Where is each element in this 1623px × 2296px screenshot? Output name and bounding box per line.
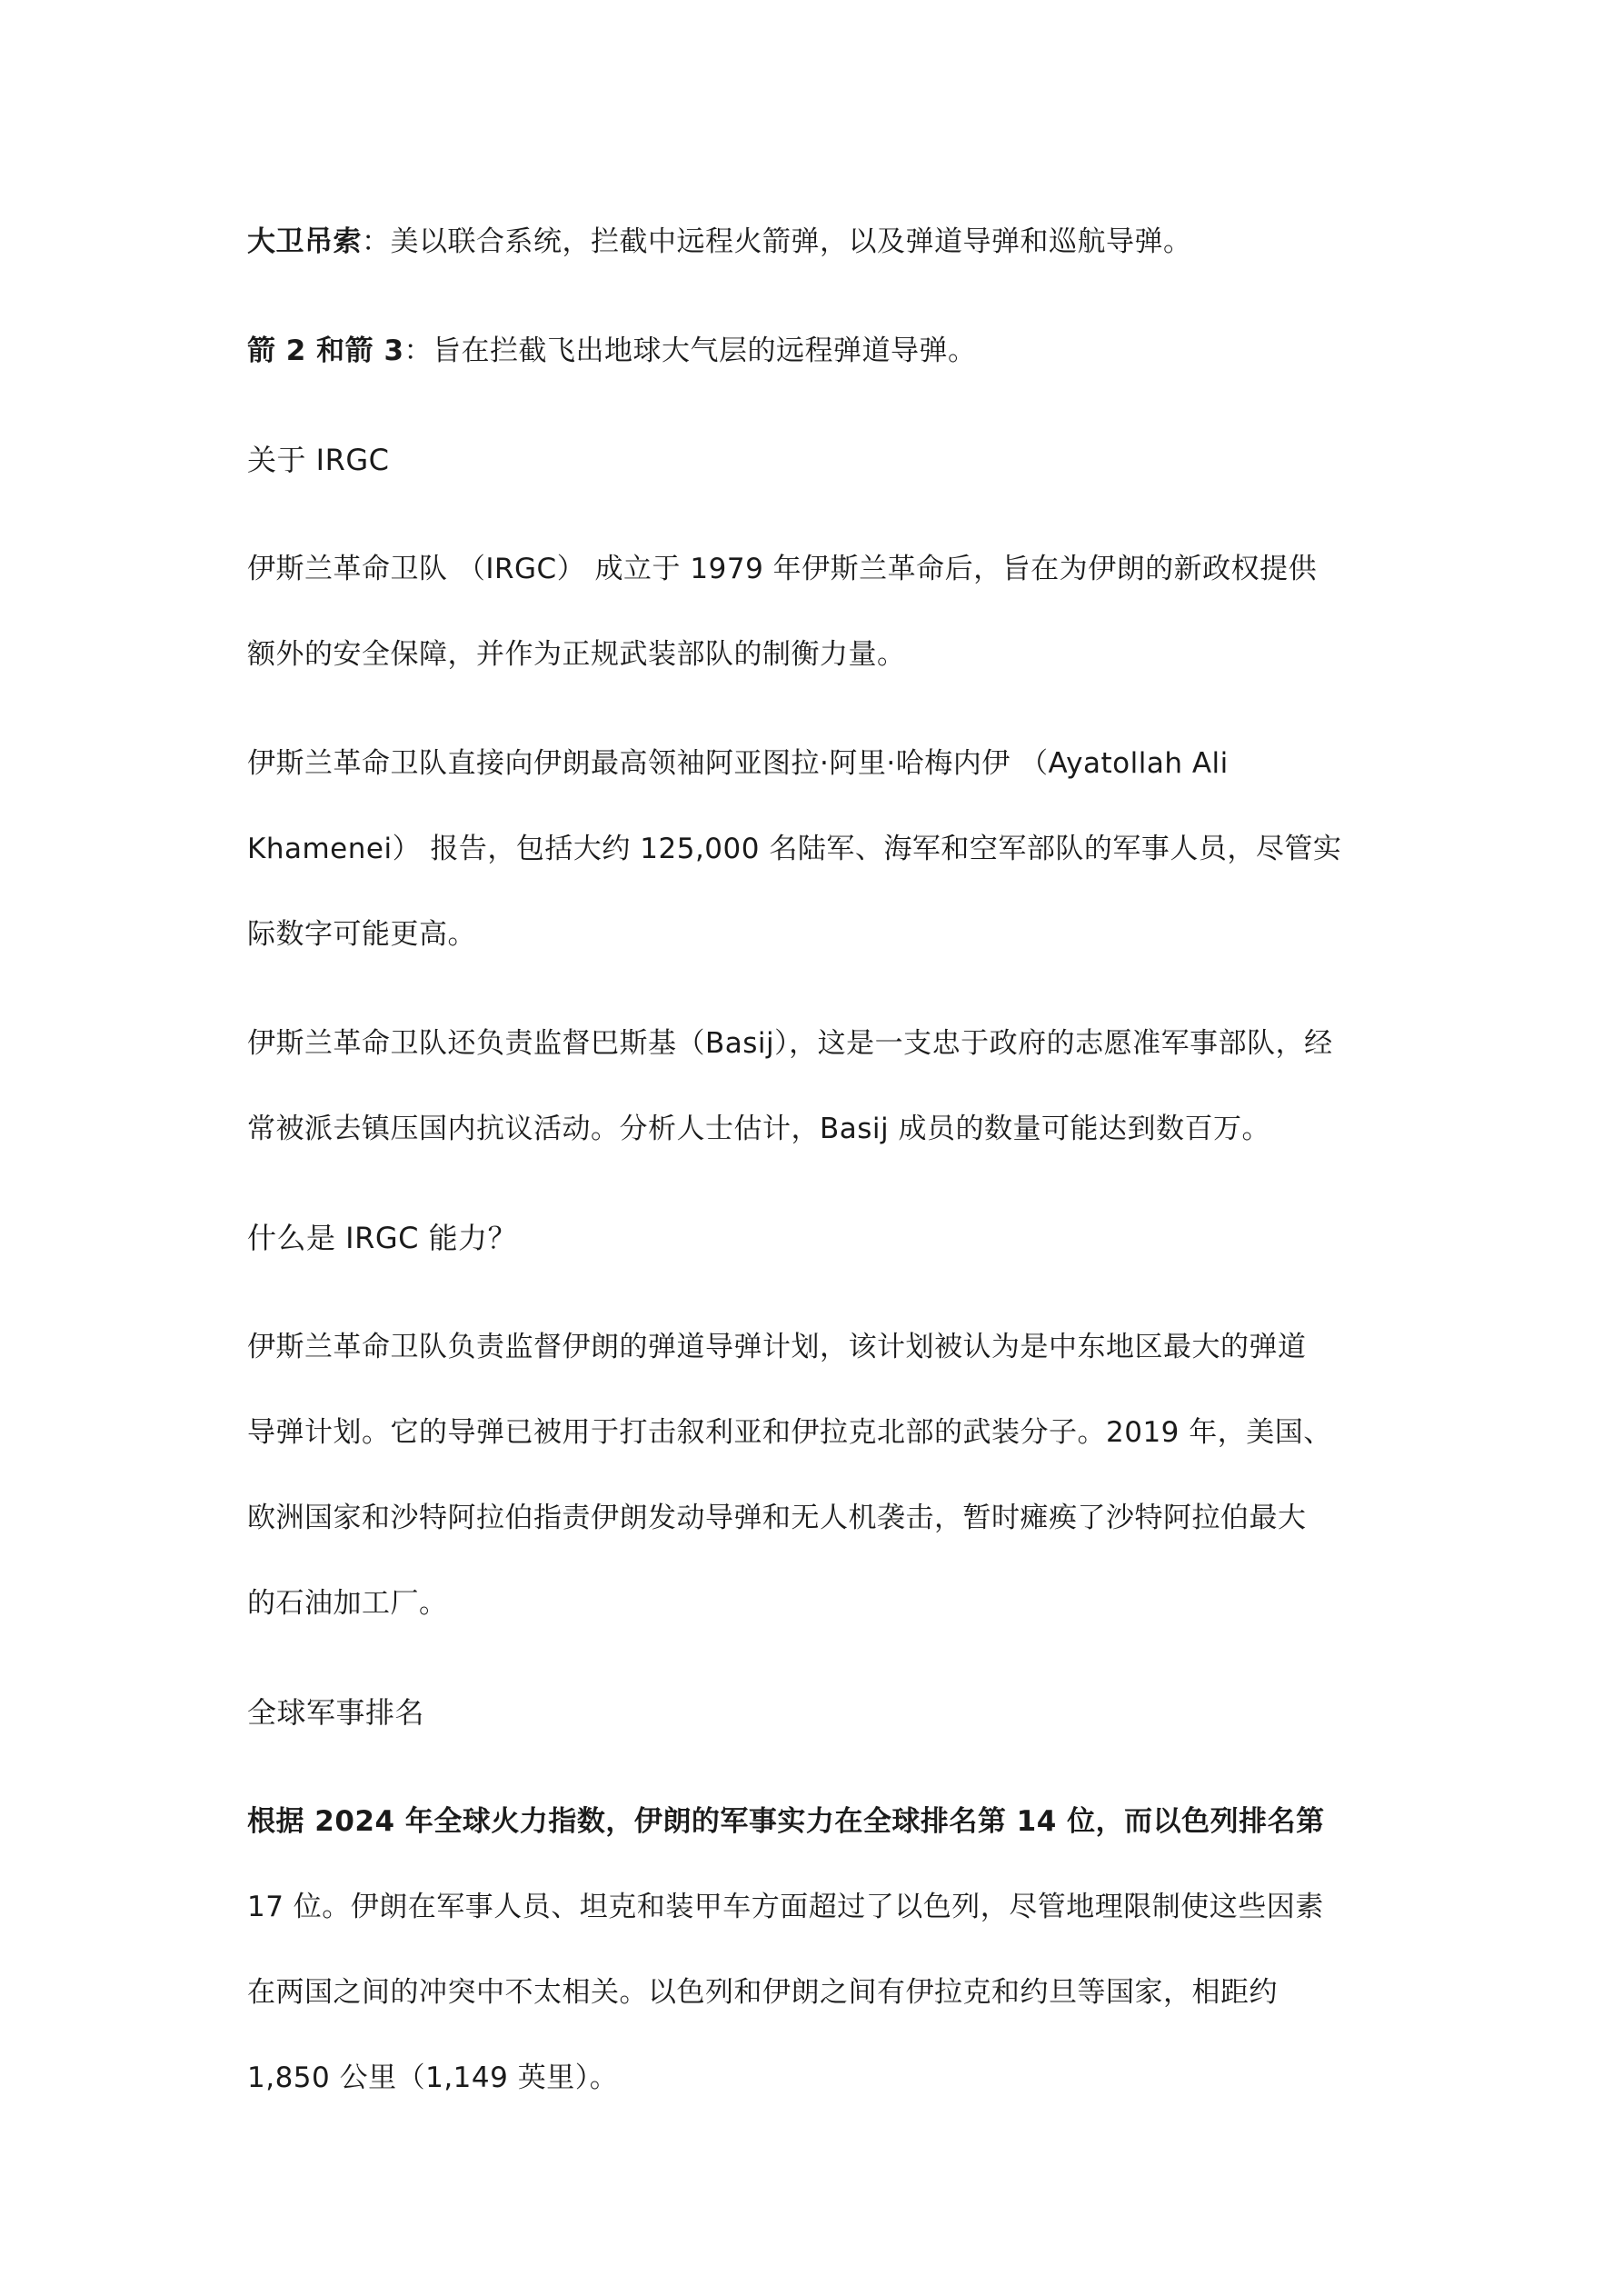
heading-about-irgc: 关于 IRGC xyxy=(247,443,390,477)
paragraph-line: 1,850 公里（1,149 英里）。 xyxy=(247,2061,619,2094)
paragraph-line: 额外的安全保障，并作为正规武装部队的制衡力量。 xyxy=(247,638,906,671)
heading-irgc-capabilities: 什么是 IRGC 能力？ xyxy=(247,1221,518,1255)
paragraph-arrow xyxy=(247,333,977,369)
term-arrow: 箭 2 和箭 3 xyxy=(247,334,404,367)
paragraph-line: 导弹计划。它的导弹已被用于打击叙利亚和伊拉克北部的武装分子。2019 年，美国、 xyxy=(247,1416,1332,1449)
paragraph-line: 的石油加工厂。 xyxy=(247,1587,448,1620)
paragraph-line: 17 位。伊朗在军事人员、坦克和装甲车方面超过了以色列，尽管地理限制使这些因素 xyxy=(247,1891,1324,1923)
paragraph-line: 伊斯兰革命卫队 （IRGC） 成立于 1979 年伊斯兰革命后，旨在为伊朗的新政权提供 xyxy=(247,553,1318,585)
paragraph-line: 在两国之间的冲突中不太相关。以色列和伊朗之间有伊拉克和约旦等国家，相距约 xyxy=(247,1976,1278,2009)
paragraph-line: 常被派去镇压国内抗议活动。分析人士估计，Basij 成员的数量可能达到数百万。 xyxy=(247,1113,1270,1145)
paragraph-line: 伊斯兰革命卫队负责监督伊朗的弹道导弹计划，该计划被认为是中东地区最大的弹道 xyxy=(247,1331,1307,1363)
definition-arrow: ：旨在拦截飞出地球大气层的远程弹道导弹。 xyxy=(403,334,977,367)
paragraph-david-sling xyxy=(247,224,1192,260)
paragraph-line: 欧洲国家和沙特阿拉伯指责伊朗发动导弹和无人机袭击，暂时瘫痪了沙特阿拉伯最大 xyxy=(247,1502,1307,1534)
paragraph-line: 际数字可能更高。 xyxy=(247,918,476,951)
paragraph-line: Khamenei） 报告，包括大约 125,000 名陆军、海军和空军部队的军事人员，尽管实 xyxy=(247,833,1342,865)
heading-military-ranking: 全球军事排名 xyxy=(247,1695,425,1730)
definition-david-sling: ：美以联合系统，拦截中远程火箭弹，以及弹道导弹和巡航导弹。 xyxy=(362,225,1192,258)
paragraph-line: 伊斯兰革命卫队直接向伊朗最高领袖阿亚图拉·阿里·哈梅内伊 （Ayatollah Ali xyxy=(247,747,1229,780)
term-david-sling: 大卫吊索 xyxy=(247,225,362,258)
paragraph-line: 伊斯兰革命卫队还负责监督巴斯基（Basij），这是一支忠于政府的志愿准军事部队，经 xyxy=(247,1027,1333,1060)
paragraph-line-bold: 根据 2024 年全球火力指数，伊朗的军事实力在全球排名第 14 位，而以色列排名第 xyxy=(247,1805,1325,1838)
